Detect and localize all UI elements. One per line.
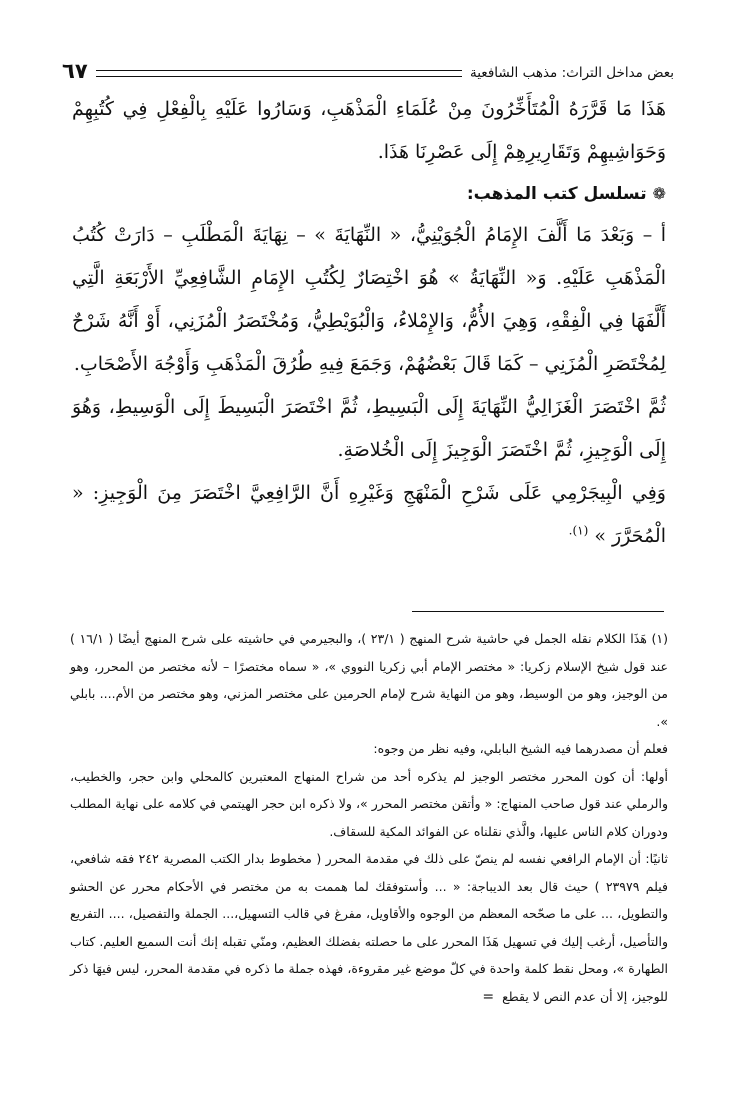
main-text — [72, 88, 666, 558]
section-heading-text: تسلسل كتب المذهب: — [466, 184, 647, 204]
footnote-reference: (١). — [568, 523, 589, 538]
running-header — [62, 58, 674, 88]
footnotes — [70, 625, 668, 1011]
paragraph-b: ثُمَّ اخْتَصَرَ الْغَزَالِيُّ النِّهَايَةَ إِلَى الْبَسِيطِ، ثُمَّ اخْتَصَرَ الْبَسِيطَ إِلَى الْوَسِيطِ، وَهُوَ إِلَى الْوَجِيزِ، ثُمَّ اخْتَصَرَ الْوَجِيزَ إِلَى الْخُلاصَةِ. — [72, 396, 666, 461]
paragraph-c — [72, 472, 666, 558]
header-double-rule — [96, 70, 462, 77]
footnote-separator — [412, 611, 664, 612]
intro-paragraph: هَذَا مَا قَرَّرَهُ الْمُتَأَخِّرُونَ مِنْ عُلَمَاءِ الْمَذْهَبِ، وَسَارُوا عَلَيْهِ بِالْفِعْلِ فِي كُتُبِهِمْ وَحَوَاشِيهِمْ وَتَقَارِيرِهِمْ إِلَى عَصْرِنَا هَذَا. — [72, 98, 666, 163]
footnote-second-point — [70, 845, 668, 1011]
continuation-mark: = — [482, 988, 495, 1005]
paragraph-a: أ – وَبَعْدَ مَا أَلَّفَ الإِمَامُ الْجُوَيْنِيُّ، « النِّهَايَةَ » – نِهَايَةَ الْمَطْلَبِ – دَارَتْ كُتُبُ الْمَذْهَبِ عَلَيْهِ. وَ« النِّهَايَةُ » هُوَ اخْتِصَارٌ لِكُتُبِ الإِمَامِ الشَّافِعِيِّ الأَرْبَعَةِ الَّتِي أَلَّفَهَا فِي الْفِقْهِ، وَهِيَ الأُمُّ، وَالإِمْلاءُ، وَالْبُوَيْطِيُّ، وَمُخْتَصَرُ الْمُزَنِي، أَوْ أَنَّهُ شَرْحٌ لِمُخْتَصَرِ الْمُزَنِي – كَمَا قَالَ بَعْضُهُمْ، وَجَمَعَ فِيهِ طُرُقَ الْمَذْهَبِ وَأَوْجُهَ الأَصْحَابِ. — [72, 224, 666, 375]
footnote-second-point-text: ثانيًا: أن الإمام الرافعي نفسه لم ينصّ على ذلك في مقدمة المحرر ( مخطوط بدار الكتب المصرية ٢٤٢ فقه شافعي، فيلم ٢٣٩٧٩ ) حيث قال بعد الديباجة: « ... وأستوفقك لما هممت به من مختصر في الأحكام محرر عن الحشو والتطويل، ... على ما صحّحه المعظم من الوجوه والأقاويل، مفرغ في قالب التسهيل،... الجملة والتفصيل، .... التفريع والتأصيل، أرغب إليك في تسهيل هَذَا المحرر على ما حصلته بفضلك العظيم، ومنّي تقبله إنك أنت السميع العليم. كتاب الطهارة »، ومحل نقط كلمة واحدة في كلّ موضع غير مقروءة، فهذه جملة ما ذكره في مقدمة المحرر، ليس فيهَا ذكر للوجيز، إلا أن عدم النص لا يقطع — [70, 851, 668, 1004]
paragraph-c-text: وَفِي الْبِيجَرْمِي عَلَى شَرْحِ الْمَنْهَجِ وَغَيْرِهِ أَنَّ الرَّافِعِيَّ اخْتَصَرَ مِنَ الْوَجِيزِ: « الْمُحَرَّرَ » — [72, 482, 666, 547]
footnote-1: (١) هَذَا الكلام نقله الجمل في حاشية شرح المنهج ( ٢٣/١ )، والبجيرمي في حاشيته على شرح المنهج أيضًا ( ١٦/١ ) عند قول شيخ الإسلام زكريا: « مختصر الإمام أبي زكريا النووي »، « سماه مختصرًا – لأنه مختصر من المحرر، وهو من الوجيز، وهو من الوسيط، وهو من النهاية شرح لإمام الحرمين على مختصر المزني، وهو مختصر من الأم.... بابلي ». — [70, 631, 669, 729]
page-number: ٦٧ — [62, 59, 88, 83]
section-heading — [72, 174, 666, 214]
running-header-title: بعض مداخل التراث: مذهب الشافعية — [470, 65, 674, 81]
footnote-first-point: أولها: أن كون المحرر مختصر الوجيز لم يذكره أحد من شراح المنهاج المعتبرين كالمحلي وابن حجر، والخطيب، والرملي عند قول صاحب المنهاج: « وأتقن مختصر المحرر »، ولا ذكره ابن حجر الهيتمي في كلامه على نهاية المطلب ودوران كلام الناس عليها، والَّذي نقلناه عن الفوائد المكية للسقاف. — [70, 768, 668, 839]
footnote-conclusion: فعلم أن مصدرهما فيه الشيخ البابلي، وفيه نظر من وجوه: — [373, 741, 668, 756]
flower-ornament-icon: ❁ — [652, 184, 666, 203]
